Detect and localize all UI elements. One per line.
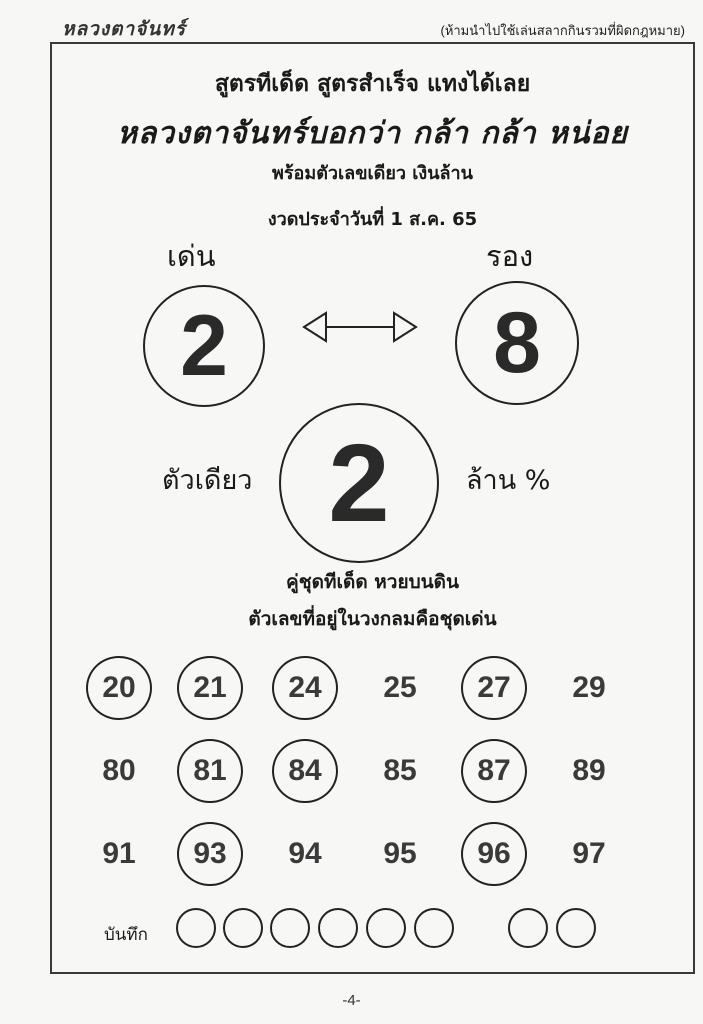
single-digit-label: ตัวเดียว: [162, 465, 253, 496]
corner-logo: หลวงตาจันทร์: [62, 18, 186, 40]
single-digit-number: 2: [279, 403, 439, 563]
note-slot-circle: [270, 908, 310, 948]
highlighted-pair-number: 21: [177, 656, 243, 720]
highlighted-pair-number: 20: [86, 656, 152, 720]
pair-number: 29: [572, 671, 606, 704]
highlighted-pair-number: 81: [177, 739, 243, 803]
lead-number: 2: [143, 285, 265, 407]
pairs-subheading: ตัวเลขที่อยู่ในวงกลมคือชุดเด่น: [248, 608, 497, 630]
note-slot-circle: [414, 908, 454, 948]
note-slot-circle: [318, 908, 358, 948]
page-number: -4-: [342, 992, 361, 1009]
pair-number: 94: [288, 837, 322, 870]
pair-number: 95: [383, 837, 417, 870]
pair-number: 91: [102, 837, 136, 870]
runner-label: รอง: [486, 239, 534, 273]
note-slot-circle: [223, 908, 263, 948]
highlighted-pair-number: 27: [461, 656, 527, 720]
note-slot-circle: [508, 908, 548, 948]
highlighted-pair-number: 87: [461, 739, 527, 803]
note-slot-circle: [366, 908, 406, 948]
note-slot-circle: [556, 908, 596, 948]
highlighted-pair-number: 96: [461, 822, 527, 886]
million-label: ล้าน %: [466, 465, 551, 496]
pair-number: 97: [572, 837, 606, 870]
notes-label: บันทึก: [104, 925, 148, 945]
brand-title: หลวงตาจันทร์บอกว่า กล้า กล้า หน่อย: [117, 116, 628, 151]
subheadline: พร้อมตัวเลขเดียว เงินล้าน: [272, 163, 473, 184]
highlighted-pair-number: 84: [272, 739, 338, 803]
pairs-heading: คู่ชุดทีเด็ด หวยบนดิน: [286, 571, 459, 593]
draw-date: งวดประจำวันที่ 1 ส.ค. 65: [267, 209, 478, 230]
note-slot-circle: [176, 908, 216, 948]
pair-number: 85: [383, 754, 417, 787]
runner-number: 8: [455, 281, 579, 405]
pair-number: 80: [102, 754, 136, 787]
pair-number: 89: [572, 754, 606, 787]
pair-number: 25: [383, 671, 417, 704]
legal-warning: (ห้ามนำไปใช้เล่นสลากกินรวมที่ผิดกฎหมาย): [440, 23, 685, 38]
lead-label: เด่น: [167, 239, 216, 273]
double-arrow-icon: [302, 307, 418, 347]
headline: สูตรทีเด็ด สูตรสำเร็จ แทงได้เลย: [214, 71, 531, 97]
highlighted-pair-number: 24: [272, 656, 338, 720]
highlighted-pair-number: 93: [177, 822, 243, 886]
